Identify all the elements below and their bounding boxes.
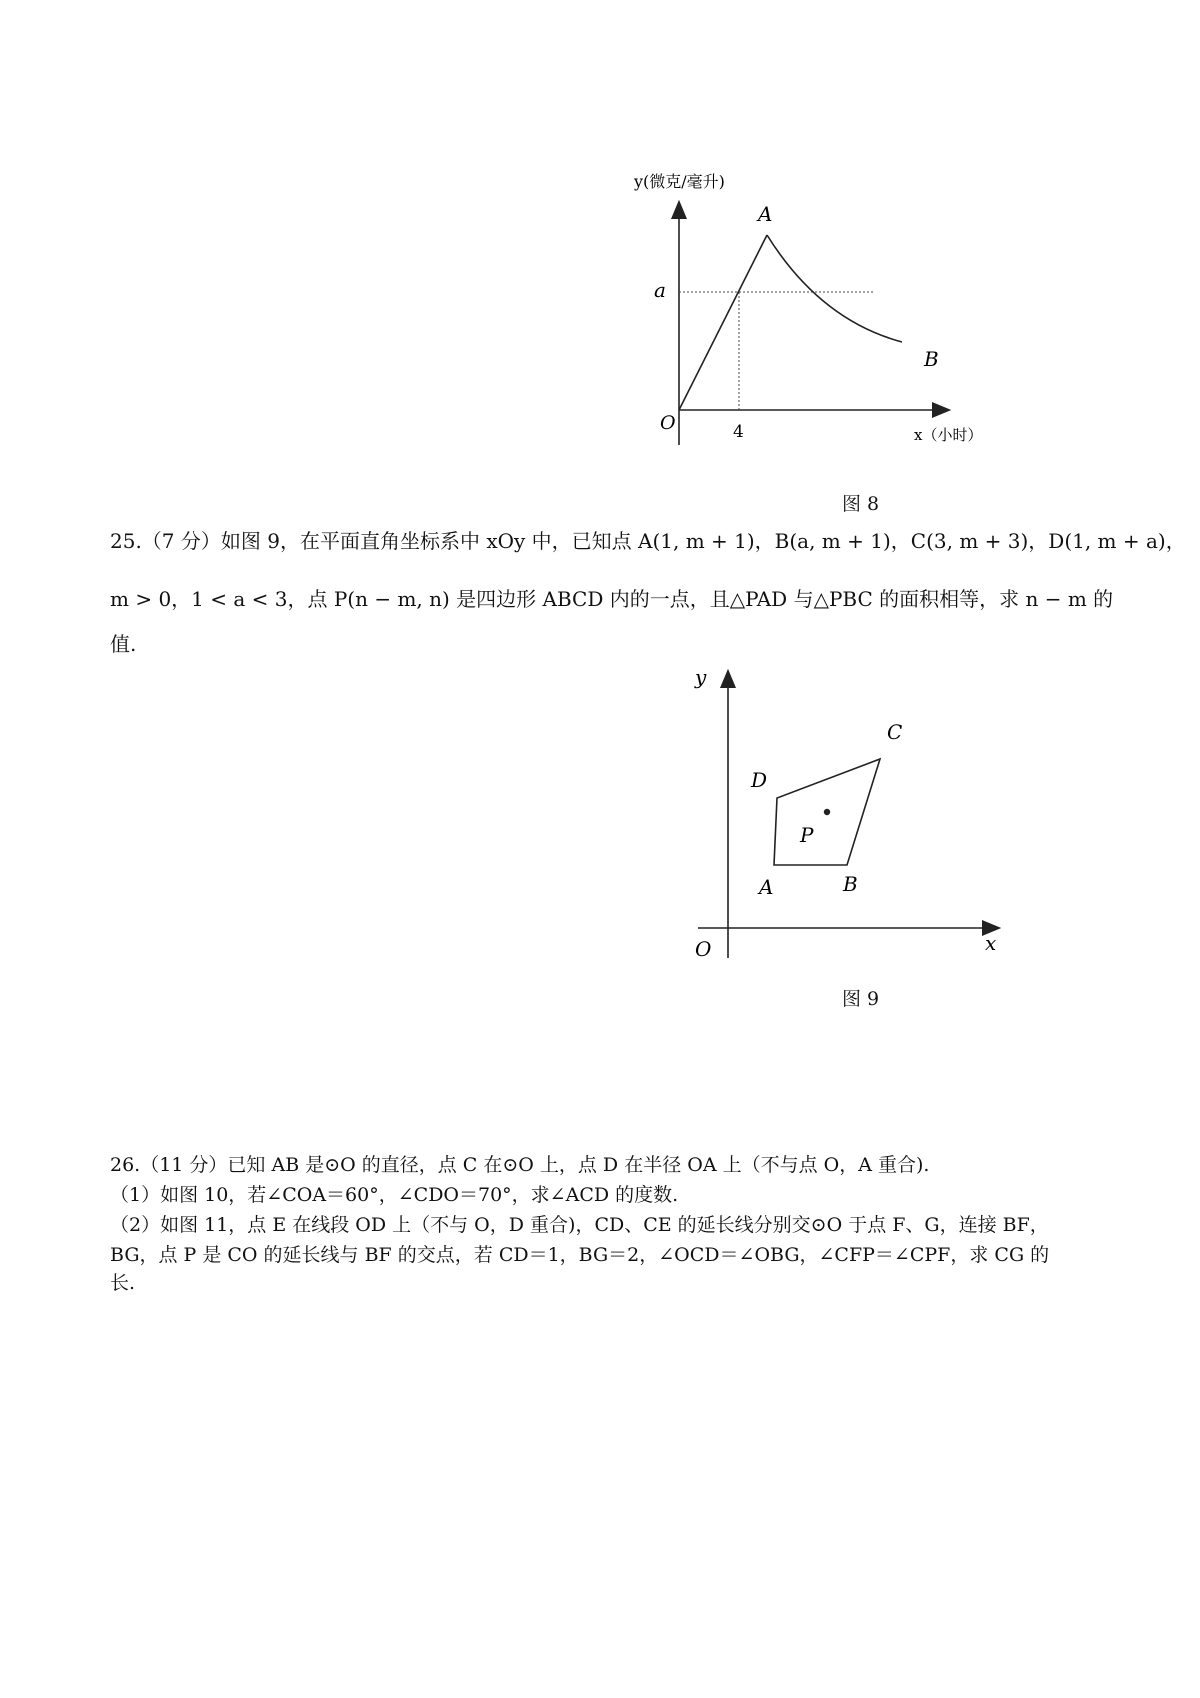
problem-26-line-3: （2）如图 11，点 E 在线段 OD 上（不与 O，D 重合)，CD、CE 的延长线分别交⊙O 于点 F、G，连接 BF， — [110, 1214, 1049, 1236]
problem-25-line-2 — [110, 583, 1113, 612]
point-b-label: B — [924, 347, 939, 371]
figure-8-graph — [630, 165, 1010, 485]
point-p-dot — [824, 809, 830, 815]
level-a-label: a — [654, 278, 666, 302]
point-b-label: B — [843, 872, 858, 896]
problem-26-line-5: 长. — [110, 1272, 136, 1294]
problem-26-line-4: BG，点 P 是 CO 的延长线与 BF 的交点，若 CD＝1，BG＝2，∠OCD＝∠OBG，∠CFP＝∠CPF，求 CG 的 — [110, 1244, 1050, 1266]
figure-9-graph — [680, 660, 1020, 970]
y-axis-label: y — [695, 665, 707, 689]
origin-label: O — [695, 937, 712, 961]
problem-25-text-3: 值. — [110, 632, 137, 656]
point-a-label: A — [759, 875, 774, 899]
figure-9-caption: 图 9 — [842, 988, 880, 1010]
point-d-label: D — [751, 768, 768, 792]
point-a-label: A — [758, 202, 773, 226]
problem-25-text-1: 25.（7 分）如图 9，在平面直角坐标系中 xOy 中，已知点 A(1, m + 1)，B(a, m + 1)，C(3, m + 3)，D(1, m + a)， — [110, 529, 1186, 553]
problem-25-line-3 — [110, 628, 136, 657]
decay-curve — [767, 235, 902, 342]
figure-8 — [630, 165, 1010, 485]
problem-25-text-2: m > 0，1 < a < 3，点 P(n − m, n) 是四边形 ABCD 内的一点，且△PAD 与△PBC 的面积相等，求 n − m 的 — [110, 587, 1114, 611]
origin-label: O — [660, 412, 676, 434]
problem-25-line-1 — [110, 525, 1186, 554]
rising-segment — [679, 235, 767, 410]
point-p-label: P — [800, 823, 814, 847]
figure-8-caption: 图 8 — [842, 493, 880, 515]
x-axis-label: x（小时） — [914, 426, 983, 444]
point-c-label: C — [887, 720, 903, 744]
tick-4-label: 4 — [733, 422, 744, 442]
y-axis-label: y(微克/毫升) — [634, 172, 725, 191]
x-axis-label: x — [985, 931, 997, 955]
figure-9 — [680, 660, 1020, 970]
problem-26-line-2: （1）如图 10，若∠COA＝60°，∠CDO＝70°，求∠ACD 的度数. — [110, 1184, 679, 1206]
problem-26-line-1: 26.（11 分）已知 AB 是⊙O 的直径，点 C 在⊙O 上，点 D 在半径 OA 上（不与点 O，A 重合). — [110, 1154, 930, 1176]
